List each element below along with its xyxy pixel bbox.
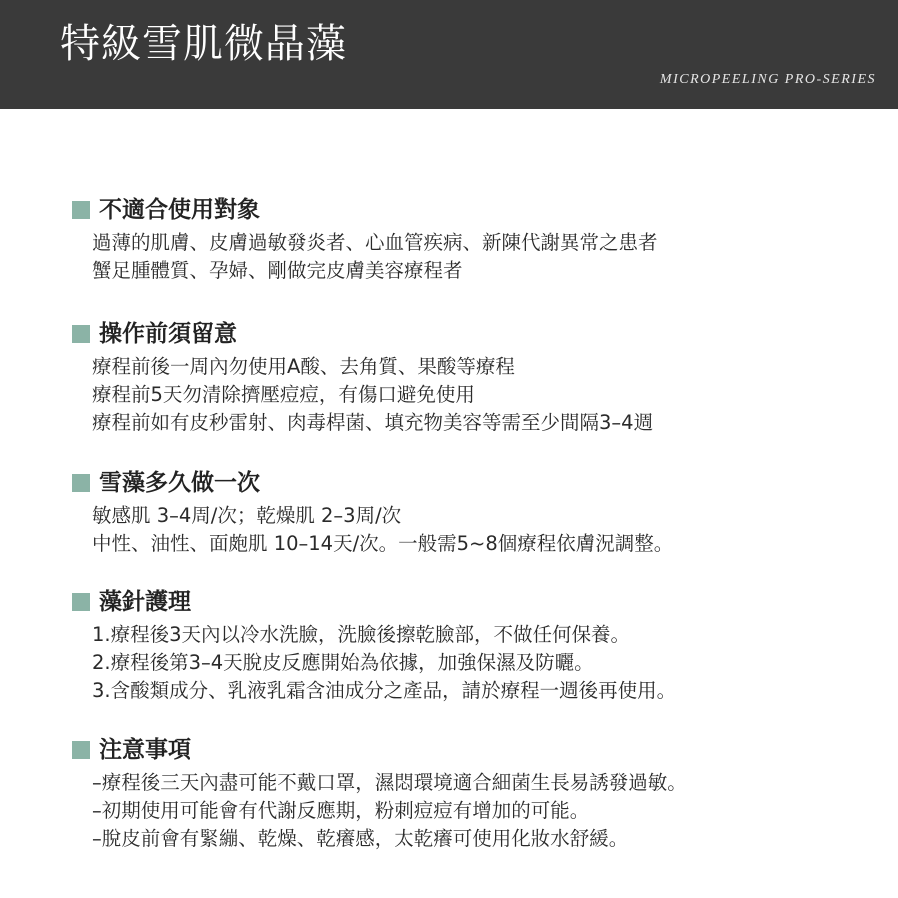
header-banner — [0, 0, 898, 109]
square-bullet-icon — [72, 474, 90, 492]
body-line: 2.療程後第3–4天脫皮反應開始為依據，加強保濕及防曬。 — [92, 651, 594, 674]
section-heading — [72, 195, 872, 225]
body-line: 中性、油性、面皰肌 10–14天/次。一般需5~8個療程依膚況調整。 — [92, 532, 674, 555]
section-precautions — [72, 735, 872, 853]
page-title: 特級雪肌微晶藻 — [60, 21, 347, 67]
section-body — [72, 769, 872, 853]
section-title: 注意事項 — [99, 737, 191, 763]
section-heading — [72, 587, 872, 617]
section-body — [72, 353, 872, 437]
body-line: –療程後三天內盡可能不戴口罩，濕悶環境適合細菌生長易誘發過敏。 — [92, 771, 687, 794]
body-line: 敏感肌 3–4周/次；乾燥肌 2–3周/次 — [92, 504, 402, 527]
body-line: 療程前如有皮秒雷射、肉毒桿菌、填充物美容等需至少間隔3–4週 — [92, 411, 654, 434]
section-heading — [72, 468, 872, 498]
section-unsuitable-users — [72, 195, 872, 285]
body-line: 療程前後一周內勿使用A酸、去角質、果酸等療程 — [92, 355, 515, 378]
body-line: 蟹足腫體質、孕婦、剛做完皮膚美容療程者 — [92, 259, 463, 282]
section-title: 雪藻多久做一次 — [99, 470, 260, 496]
section-title: 操作前須留意 — [99, 321, 237, 347]
section-body — [72, 229, 872, 285]
section-title: 不適合使用對象 — [99, 197, 260, 223]
square-bullet-icon — [72, 593, 90, 611]
body-line: –脫皮前會有緊繃、乾燥、乾癢感，太乾癢可使用化妝水舒緩。 — [92, 827, 629, 850]
section-title: 藻針護理 — [99, 589, 191, 615]
series-subtitle: MICROPEELING PRO-SERIES — [659, 72, 876, 87]
body-line: –初期使用可能會有代謝反應期，粉刺痘痘有增加的可能。 — [92, 799, 590, 822]
square-bullet-icon — [72, 325, 90, 343]
section-heading — [72, 319, 872, 349]
section-body — [72, 621, 872, 705]
body-line: 療程前5天勿清除擠壓痘痘，有傷口避免使用 — [92, 383, 475, 406]
section-body — [72, 502, 872, 558]
section-aftercare — [72, 587, 872, 705]
square-bullet-icon — [72, 201, 90, 219]
body-line: 1.療程後3天內以冷水洗臉，洗臉後擦乾臉部，不做任何保養。 — [92, 623, 631, 646]
section-treatment-frequency — [72, 468, 872, 558]
body-line: 3.含酸類成分、乳液乳霜含油成分之產品，請於療程一週後再使用。 — [92, 679, 677, 702]
section-pre-treatment-notes — [72, 319, 872, 437]
body-line: 過薄的肌膚、皮膚過敏發炎者、心血管疾病、新陳代謝異常之患者 — [92, 231, 658, 254]
square-bullet-icon — [72, 741, 90, 759]
section-heading — [72, 735, 872, 765]
